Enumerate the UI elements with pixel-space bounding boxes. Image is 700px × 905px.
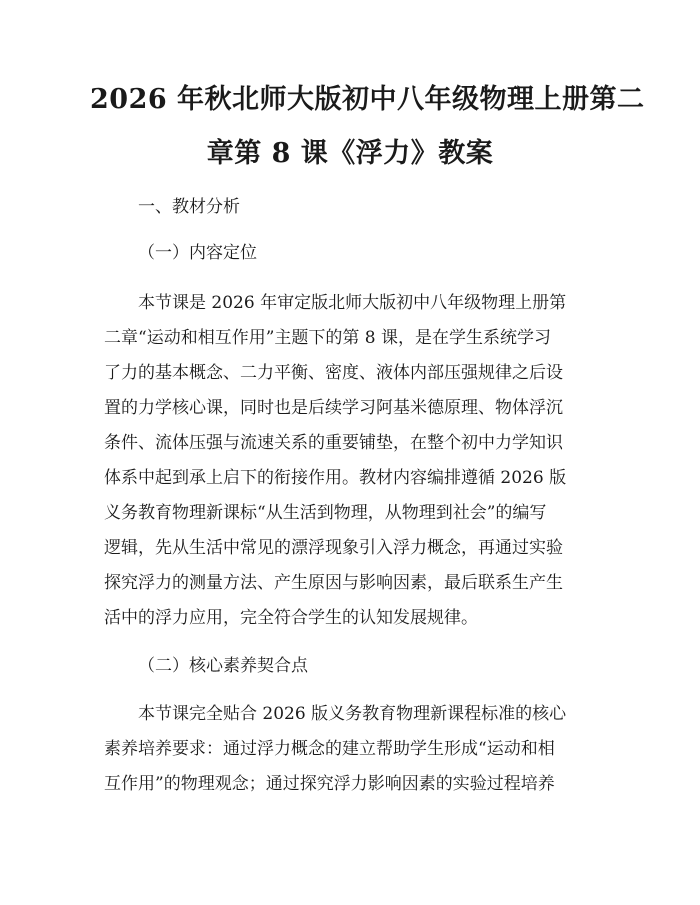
paragraph-line: 体系中起到承上启下的衔接作用。教材内容编排遵循 2026 版 — [104, 468, 567, 488]
paragraph-core-literacy — [104, 697, 604, 802]
subsection-heading-content-positioning: （一）内容定位 — [138, 243, 257, 263]
paragraph-line: 素养培养要求：通过浮力概念的建立帮助学生形成“运动和相 — [104, 739, 555, 759]
paragraph-line: 二章“运动和相互作用”主题下的第 8 课，是在学生系统学习 — [104, 328, 552, 348]
title-line-1: 2026 年秋北师大版初中八年级物理上册第二 — [90, 84, 645, 115]
paragraph-line: 探究浮力的测量方法、产生原因与影响因素，最后联系生产生 — [104, 573, 563, 593]
subsection-heading-core-literacy: （二）核心素养契合点 — [138, 656, 308, 676]
paragraph-line: 本节课是 2026 年审定版北师大版初中八年级物理上册第 — [138, 293, 567, 313]
paragraph-line: 逻辑，先从生活中常见的漂浮现象引入浮力概念，再通过实验 — [104, 538, 563, 558]
paragraph-line: 置的力学核心课，同时也是后续学习阿基米德原理、物体浮沉 — [104, 398, 563, 418]
paragraph-line: 本节课完全贴合 2026 版义务教育物理新课程标准的核心 — [138, 704, 567, 724]
paragraph-line: 互作用”的物理观念；通过探究浮力影响因素的实验过程培养 — [104, 774, 555, 794]
paragraph-content-positioning — [104, 286, 604, 636]
paragraph-line: 了力的基本概念、二力平衡、密度、液体内部压强规律之后设 — [104, 363, 563, 383]
paragraph-line: 义务教育物理新课标“从生活到物理，从物理到社会”的编写 — [104, 503, 547, 523]
paragraph-line: 条件、流体压强与流速关系的重要铺垫，在整个初中力学知识 — [104, 433, 563, 453]
paragraph-line: 活中的浮力应用，完全符合学生的认知发展规律。 — [104, 608, 478, 628]
document-title — [90, 73, 645, 181]
title-line-2: 章第 8 课《浮力》教案 — [206, 138, 494, 169]
section-heading-textbook-analysis: 一、教材分析 — [138, 197, 240, 217]
